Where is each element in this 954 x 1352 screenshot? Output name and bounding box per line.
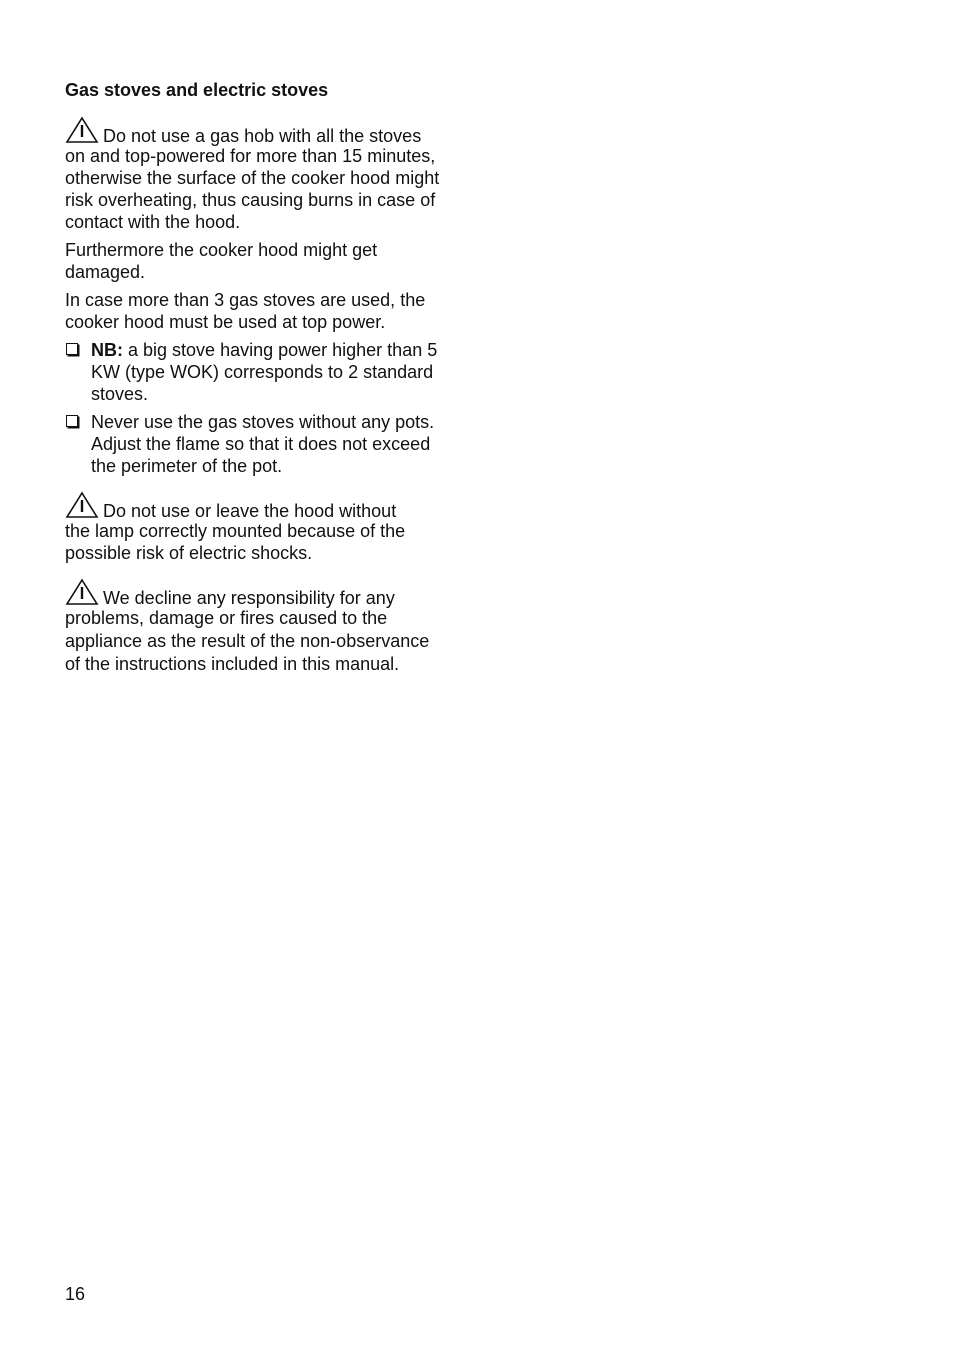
warning-triangle-icon <box>65 578 99 606</box>
bullet-lead: NB: <box>91 340 123 360</box>
paragraph: In case more than 3 gas stoves are used, the cooker hood must be used at top power. <box>65 290 426 332</box>
warning-first-line <box>65 578 449 607</box>
warning-text-start: We decline any responsibility for any <box>103 588 395 608</box>
warning-text-rest: the lamp correctly mounted because of the possible risk of electric shocks. <box>65 521 406 563</box>
checkbox-bullet-icon <box>66 343 78 355</box>
page-content <box>65 78 449 676</box>
warning-text-start: Do not use or leave the hood without <box>103 501 397 521</box>
warning-triangle-icon <box>65 116 99 144</box>
page-number: 16 <box>65 1284 86 1304</box>
section-heading: Gas stoves and electric stoves <box>65 80 329 100</box>
warning-first-line <box>65 491 449 520</box>
bullet-text: Never use the gas stoves without any pots. Adjust the flame so that it does not exceed the perimeter of the pot. <box>91 412 435 476</box>
warning-text-start: Do not use a gas hob with all the stoves <box>103 126 422 146</box>
warning-text-rest: problems, damage or fires caused to the appliance as the result of the non-observance of the instructions included in this manual. <box>65 608 430 674</box>
checkbox-bullet-icon <box>66 415 78 427</box>
list-item <box>65 339 449 405</box>
warning-triangle-icon <box>65 491 99 519</box>
paragraph: Furthermore the cooker hood might get damaged. <box>65 240 378 282</box>
warning-block <box>65 491 449 564</box>
warning-block <box>65 578 449 676</box>
warning-first-line <box>65 116 449 145</box>
bullet-text: a big stove having power higher than 5 KW (type WOK) corresponds to 2 standard stoves. <box>91 340 438 404</box>
warning-block <box>65 116 449 233</box>
warning-text-rest: on and top-powered for more than 15 minutes, otherwise the surface of the cooker hood might risk overheating, thus causing burns in case of contact with the hood. <box>65 146 440 232</box>
list-item <box>65 411 449 477</box>
